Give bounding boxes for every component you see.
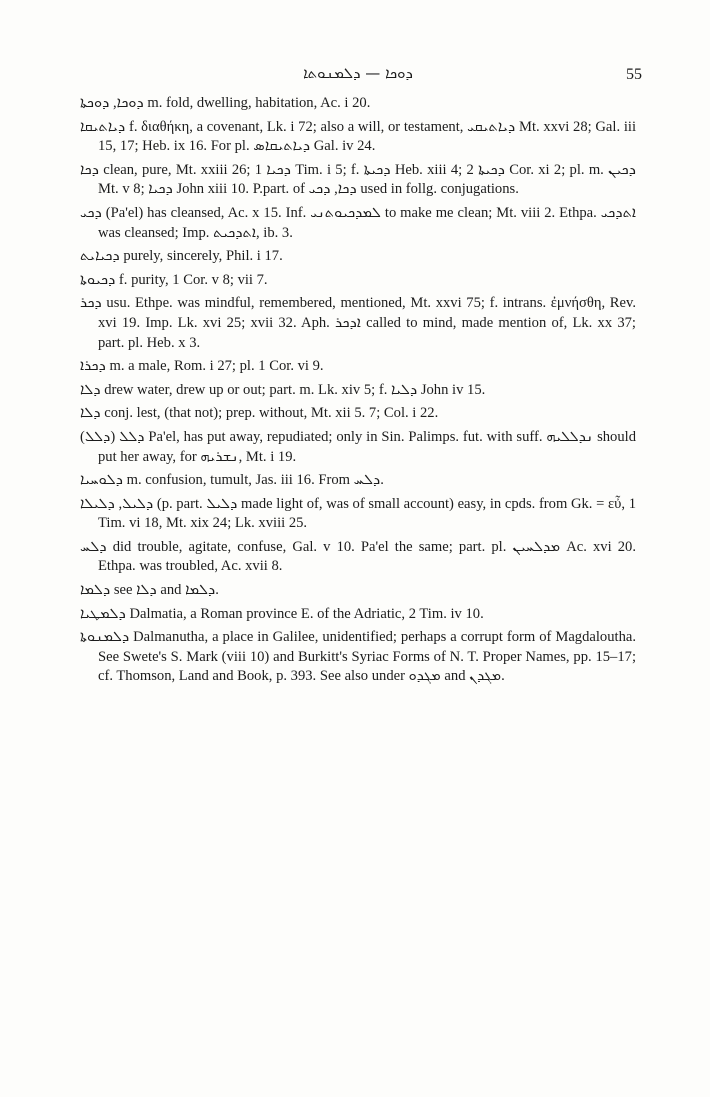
entry-list <box>80 94 636 687</box>
entry-clean: ܕܟܐ clean, pure, Mt. xxiii 26; ܕܟܝܐ 1 Tim. i 5; f. ܕܟܝܬܐ Heb. xiii 4; ܕܟܝܬܐ 2 Cor. xi 2; pl. m. ܕܟܝܢ Mt. v 8; ܕܟܝܐ John xiii 10. P.part. of ܕܟܐ, ܕܟܝ used in follg. conjugations. <box>80 161 636 198</box>
entry-put-away: (ܕܠܠ) ܕܠܠ Pa'el, has put away, repudiated; only in Sin. Palimps. fut. with suff. ܢܕܠܠܝܗ should put her away, for ܢܫܪܝܗ, Mt. i 19. <box>80 428 636 465</box>
running-head: ܕܘܟܐ — ܕܠܡܢܘܬܐ <box>303 64 413 82</box>
entry-confusion: ܕܠܘܚܝܐ m. confusion, tumult, Jas. iii 16. From ܕܠܚ. <box>80 472 384 489</box>
entry-mindful: ܕܟܪ usu. Ethpe. was mindful, remembered, mentioned, Mt. xxvi 75; f. intrans. ἐμνήσθη, Rev. xvi 19. Imp. Lk. xvi 25; xvii 32. Aph. ܐܕܟܪ called to mind, made mention of, Lk. xx 37; part. pl. Heb. x 3. <box>80 295 636 351</box>
entry-cleansed: ܕܟܝ (Pa'el) has cleansed, Ac. x 15. Inf. ܠܡܕܟܝܘܬܢܝ to make me clean; Mt. viii 2. Ethpa. ܐܬܕܟܝ was cleansed; Imp. ܐܬܕܟܝܬ, ib. 3. <box>80 204 636 241</box>
entry-purity: ܕܟܝܘܬܐ f. purity, 1 Cor. v 8; vii 7. <box>80 271 268 288</box>
entry-easy: ܕܠܝܠ, ܕܠܝܠܐ (p. part. ܕܠܝܠ made light of, was of small account) easy, in cpds. from Gk. = εὖ, 1 Tim. vi 18, Mt. xix 24; Lk. xviii 25. <box>80 495 636 532</box>
entry-covenant: ܕܝܐܬܝܩܐ f. διαθήκη, a covenant, Lk. i 72; also a will, or testament, ܕܝܐܬܝܩܝ Mt. xxvi 28; Gal. iii 15, 17; Heb. ix 16. For pl. ܕܝܐܬܝܩܐܣ Gal. iv 24. <box>80 118 636 155</box>
entry-dalmanutha: ܕܠܡܢܘܬܐ Dalmanutha, a place in Galilee, unidentified; perhaps a corrupt form of Magdaloutha. See Swete's S. Mark (viii 10) and Burkitt's Syriac Forms of N. T. Proper Names, pp. 15–17; cf. Thomson, Land and Book, p. 393. See also under ܡܓܕܘ and ܡܓܕܢ. <box>80 629 636 685</box>
page-header <box>80 62 642 88</box>
page-number: 55 <box>626 66 642 83</box>
entry-drew-water: ܕܠܐ drew water, drew up or out; part. m. Lk. xiv 5; f. ܕܠܝܐ John iv 15. <box>80 381 486 398</box>
entry-dwelling: ܕܘܟܐ, ܕܘܟܬܐ m. fold, dwelling, habitation, Ac. i 20. <box>80 95 371 111</box>
entry-trouble: ܕܠܚ did trouble, agitate, confuse, Gal. v 10. Pa'el the same; part. pl. ܡܕܠܚܝܢ Ac. xvi 20. Ethpa. was troubled, Ac. xvii 8. <box>80 538 636 575</box>
entry-see: ܕܠܡܐ see ܕܠܐ and ܕܠܡܐ. <box>80 582 219 599</box>
entry-male: ܕܟܪܐ m. a male, Rom. i 27; pl. 1 Cor. vi 9. <box>80 358 324 375</box>
entry-lest: ܕܠܐ conj. lest, (that not); prep. without, Mt. xii 5. 7; Col. i 22. <box>80 405 439 422</box>
entry-purely: ܕܟܝܐܝܬ purely, sincerely, Phil. i 17. <box>80 248 283 265</box>
entry-dalmatia: ܕܠܡܛܝܐ Dalmatia, a Roman province E. of the Adriatic, 2 Tim. iv 10. <box>80 605 484 622</box>
